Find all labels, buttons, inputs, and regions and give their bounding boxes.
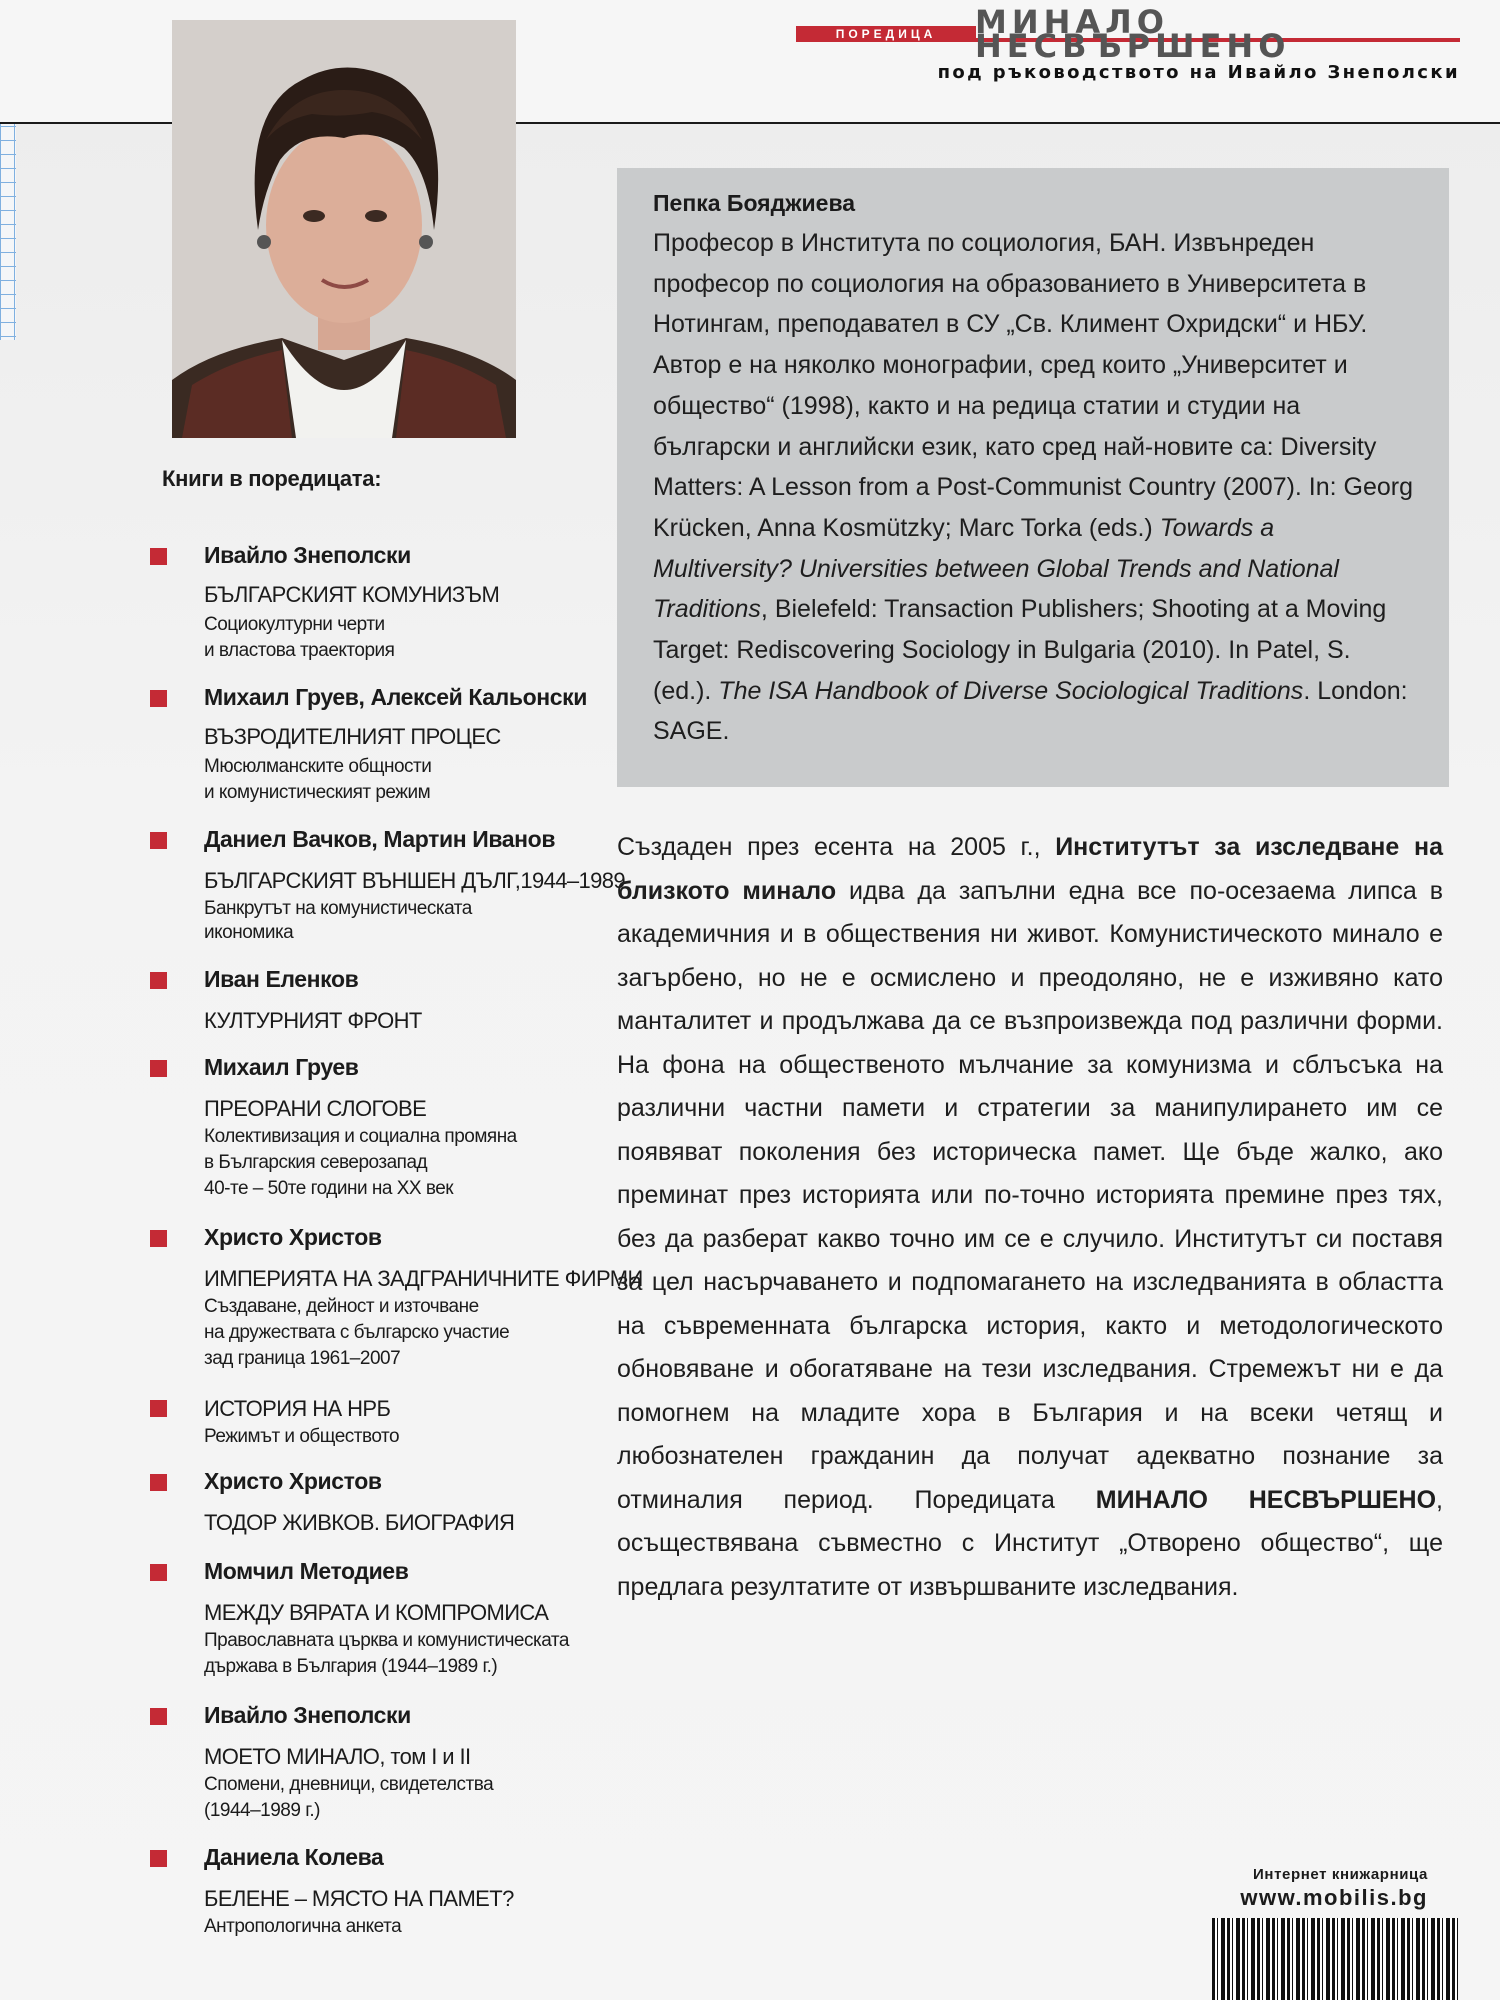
bullet-icon xyxy=(150,1850,167,1867)
author-name: Пепка Бояджиева xyxy=(653,190,856,216)
book-subtitle: Създаване, дейност и източване xyxy=(204,1296,479,1317)
book-author: Михаил Груев, Алексей Кальонски xyxy=(204,684,588,710)
book-author: Михаил Груев xyxy=(204,1054,359,1080)
book-subtitle: Колективизация и социална промяна xyxy=(204,1126,517,1147)
book-subtitle: и комунистическият режим xyxy=(204,782,431,803)
main-text-3: , осъществявана съвместно с Институт „Отворено общество“, ще предлага резултатите от извършваните изследвания. xyxy=(617,1485,1443,1601)
book-author: Даниел Вачков, Мартин Иванов xyxy=(204,826,556,852)
book-title: БЪЛГАРСКИЯТ КОМУНИЗЪМ xyxy=(204,582,500,607)
series-title: МИНАЛО НЕСВЪРШЕНО xyxy=(975,10,1460,42)
online-bookshop xyxy=(1208,1866,1428,1911)
book-subtitle: в Българския северозапад xyxy=(204,1152,428,1173)
bio-text-3: . London: SAGE. xyxy=(653,676,1408,746)
book-subtitle: (1944–1989 г.) xyxy=(204,1800,320,1821)
bullet-icon xyxy=(150,1060,167,1077)
book-title: ВЪЗРОДИТЕЛНИЯТ ПРОЦЕС xyxy=(204,724,501,749)
bullet-icon xyxy=(150,972,167,989)
book-subtitle: 40-те – 50те години на XX век xyxy=(204,1178,454,1199)
book-author: Ивайло Знеполски xyxy=(204,1702,411,1728)
bullet-icon xyxy=(150,1564,167,1581)
book-subtitle: Банкрутът на комунистическата xyxy=(204,898,472,919)
book-subtitle: Режимът и обществото xyxy=(204,1426,400,1447)
institute-name: Институтът за изследване на близкото минало xyxy=(617,833,1443,905)
barcode xyxy=(1212,1918,1458,2000)
bio-text-1: Професор в Института по социология, БАН. Извънреден професор по социология на образованието в Университета в Нотингам, преподавател в СУ „Св. Климент Охридски“ и НБУ. Автор е на няколко монографии, сред които „Университет и общество“ (1998), както и на редица статии и студии на български и английски език, като сред най-новите са: Diversity Matters: A Lesson from a Post-Communist Country (2007). In: Georg Krücken, Anna Kosmützky; Marc Torka (eds.) xyxy=(653,229,1414,542)
book-author: Момчил Методиев xyxy=(204,1558,409,1584)
bullet-icon xyxy=(150,690,167,707)
book-subtitle: зад граница 1961–2007 xyxy=(204,1348,401,1369)
book-author: Иван Еленков xyxy=(204,966,359,992)
bullet-icon xyxy=(150,548,167,565)
bio-italic-2: The ISA Handbook of Diverse Sociological Traditions xyxy=(718,676,1304,705)
bio-italic-1: Towards a Multiversity? Universities between Global Trends and National Traditions xyxy=(653,513,1339,624)
books-heading: Книги в поредицата: xyxy=(162,466,382,491)
book-title: БЪЛГАРСКИЯТ ВЪНШЕН ДЪЛГ,1944–1989 xyxy=(204,868,626,893)
book-subtitle: Социокултурни черти xyxy=(204,614,385,635)
book-author: Христо Христов xyxy=(204,1224,382,1250)
main-text-1: Създаден през есента на 2005 г., xyxy=(617,833,1056,861)
book-title: МОЕТО МИНАЛО, том I и II xyxy=(204,1744,471,1769)
author-bio xyxy=(653,223,1415,752)
book-subtitle: Антропологична анкета xyxy=(204,1916,402,1937)
main-text-2: идва да запълни една все по-осезаема липса в академичния и в обществения ни живот. Комунистическото минало е загърбено, но не е осмислено и преодоляно, не е изживяно като манталитет и продължава да се възпроизвежда под различни форми. На фона на общественото мълчание за комунизма и сблъсъка на различни частни памети и стратегии за манипулирането им се появяват поколения без историческа памет. Ще бъде жалко, ако преминат през историята или по-точно историята премине през тях, без да разберат какво точно им се е случило. Институтът си поставя за цел насърчаването и подпомагането на изследванията в областта на съвременната българска история, както и методологическото обновяване и обогатяване на тези изследвания. Стремежът ни е да помогнем на младите хора в България и на всеки четящ и любознателен гражданин да получат адекватно познание за отминалия период. Поредицата xyxy=(617,876,1443,1514)
book-subtitle: Спомени, дневници, свидетелства xyxy=(204,1774,494,1795)
book-subtitle: Православната църква и комунистическата xyxy=(204,1630,569,1651)
book-subtitle: икономика xyxy=(204,922,294,943)
book-subtitle: Мюсюлманските общности xyxy=(204,756,432,777)
bullet-icon xyxy=(150,1474,167,1491)
book-author: Христо Христов xyxy=(204,1468,382,1494)
book-author: Даниела Колева xyxy=(204,1844,384,1870)
series-tag: ПОРЕДИЦА xyxy=(796,26,976,42)
author-bio-box xyxy=(617,168,1449,787)
bullet-icon xyxy=(150,1230,167,1247)
bookshop-label: Интернет книжарница xyxy=(1253,1866,1428,1883)
bookshop-url: www.mobilis.bg xyxy=(1240,1885,1428,1910)
book-title: ИСТОРИЯ НА НРБ xyxy=(204,1396,391,1421)
book-author: Ивайло Знеполски xyxy=(204,542,411,568)
book-title: БЕЛЕНЕ – МЯСТО НА ПАМЕТ? xyxy=(204,1886,514,1911)
author-photo xyxy=(172,20,516,438)
bullet-icon xyxy=(150,832,167,849)
bullet-icon xyxy=(150,1708,167,1725)
institute-description xyxy=(617,826,1443,1609)
book-title: КУЛТУРНИЯТ ФРОНТ xyxy=(204,1008,422,1033)
bio-text-2: , Bielefeld: Transaction Publishers; Shooting at a Moving Target: Rediscovering Sociology in Bulgaria (2010). In Patel, S. (ed.). xyxy=(653,595,1387,705)
bullet-icon xyxy=(150,1400,167,1417)
series-name-inline: МИНАЛО НЕСВЪРШЕНО xyxy=(1095,1485,1437,1514)
book-subtitle: държава в България (1944–1989 г.) xyxy=(204,1656,498,1677)
book-subtitle: на дружествата с българско участие xyxy=(204,1322,510,1343)
book-title: ПРЕОРАНИ СЛОГОВЕ xyxy=(204,1096,427,1121)
book-title: ТОДОР ЖИВКОВ. БИОГРАФИЯ xyxy=(204,1510,515,1535)
book-title: МЕЖДУ ВЯРАТА И КОМПРОМИСА xyxy=(204,1600,549,1625)
book-title: ИМПЕРИЯТА НА ЗАДГРАНИЧНИТЕ ФИРМИ xyxy=(204,1266,643,1291)
series-editor-line: под ръководството на Ивайло Знеполски xyxy=(937,62,1460,83)
book-subtitle: и властова траектория xyxy=(204,640,395,661)
